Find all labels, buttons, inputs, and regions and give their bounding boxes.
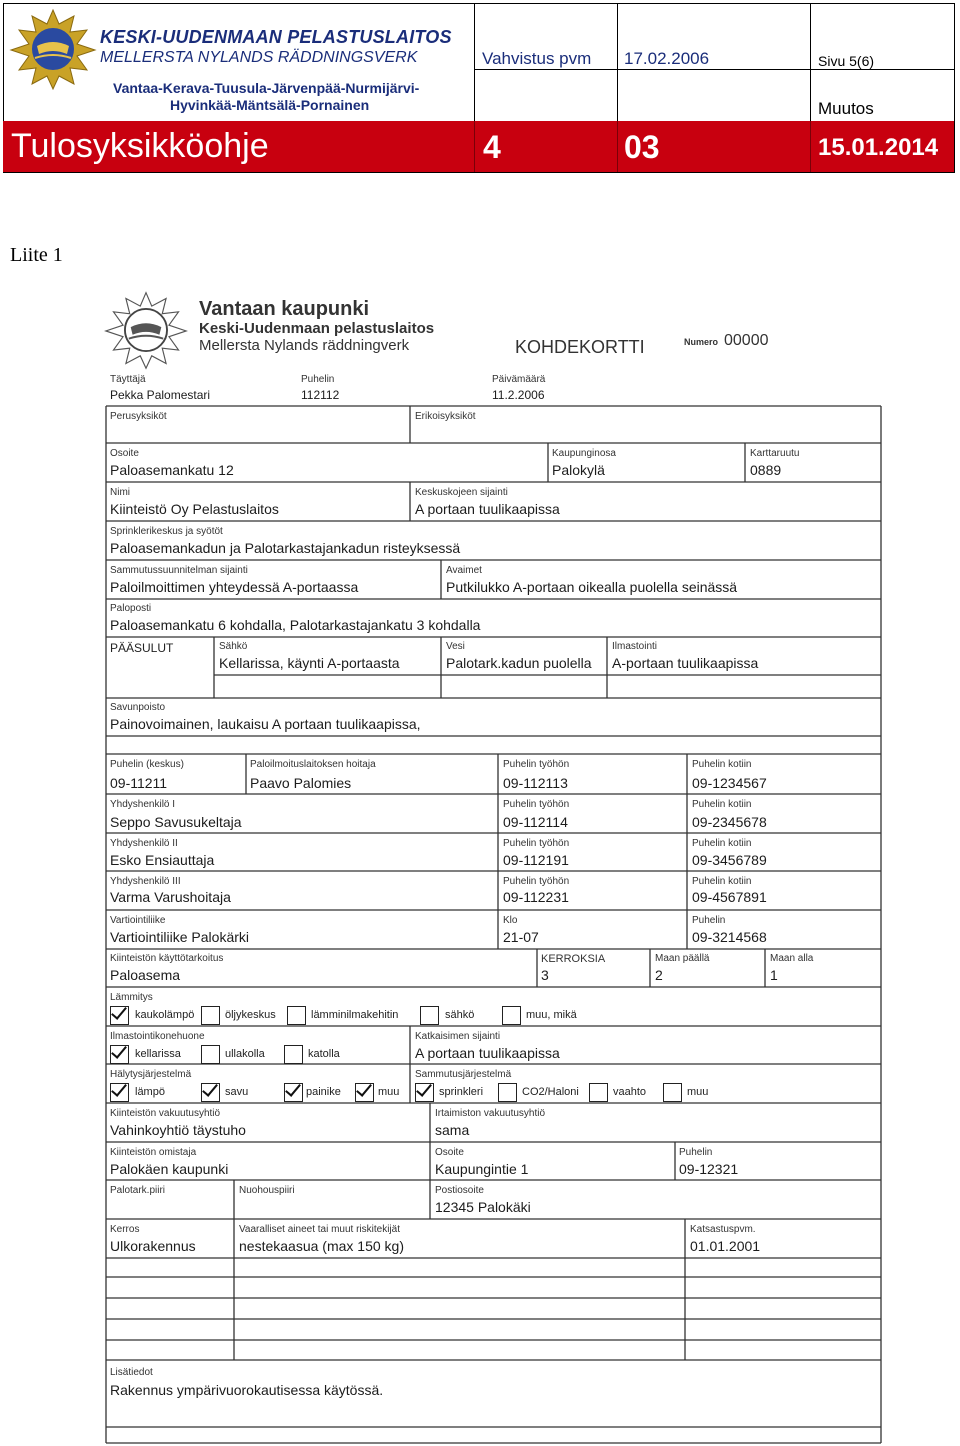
contact-2-work-value: 09-112191 (503, 852, 569, 868)
contact-3-work-value: 09-112231 (503, 889, 569, 905)
ilmkonehuone-option-label-1: ullakolla (225, 1048, 265, 1060)
plan-location-label: Sammutussuunnitelman sijainti (110, 565, 248, 576)
owner-phone-value: 09-12321 (679, 1161, 739, 1177)
below-ground-value: 1 (770, 967, 778, 983)
additional-info-label: Lisätiedot (110, 1367, 153, 1378)
contact-2-work-label: Puhelin työhön (503, 838, 570, 849)
inspection-date-value: 01.01.2001 (690, 1238, 761, 1254)
contact-1-value: Seppo Savusukeltaja (110, 814, 242, 830)
page-number: Sivu 5(6) (818, 53, 875, 69)
sprinkler-value: Paloasemankadun ja Palotarkastajankadun risteyksessä (110, 540, 461, 556)
contact-3-home-value: 09-4567891 (692, 889, 767, 905)
ventilation-value: A-portaan tuulikaapissa (612, 655, 759, 671)
region-line-1: Vantaa-Kerava-Tuusula-Järvenpää-Nurmijärvi- (113, 80, 420, 96)
lammitys-checkbox-0[interactable] (110, 1006, 129, 1025)
postal-value: 12345 Palokäki (435, 1199, 531, 1215)
water-value: Palotark.kadun puolella (446, 655, 592, 671)
filler-phone-value: 112112 (301, 388, 340, 402)
security-company-label: Vartiointiliike (110, 915, 166, 926)
ventilation-label: Ilmastointi (612, 641, 658, 652)
contents-insurance-value: sama (435, 1122, 470, 1138)
date-label: Päivämäärä (492, 374, 546, 385)
contact-1-work-label: Puhelin työhön (503, 799, 570, 810)
above-ground-label: Maan päällä (655, 953, 710, 964)
extinguish-system-label: Sammutusjärjestelmä (415, 1069, 512, 1080)
lammitys-checkbox-2[interactable] (287, 1006, 306, 1025)
central-phone-value: 09-11211 (110, 775, 168, 791)
sammjarj-checkbox-0[interactable] (415, 1083, 434, 1102)
security-phone-label: Puhelin (692, 915, 726, 926)
vent-room-label: Ilmastointikonehuone (110, 1031, 205, 1042)
owner-label: Kiinteistön omistaja (110, 1147, 197, 1158)
lammitys-option-label-0: kaukolämpö (135, 1009, 195, 1021)
security-phone-value: 09-3214568 (692, 929, 767, 945)
halytys-checkbox-2[interactable] (284, 1083, 303, 1102)
switchboard-label: Keskuskojeen sijainti (415, 487, 508, 498)
smoke-extraction-value: Painovoimainen, laukaisu A portaan tuulikaapissa, (110, 716, 421, 732)
form-grid (100, 285, 890, 1445)
card-title: KOHDEKORTTI (515, 337, 645, 357)
plan-location-value: Paloilmoittimen yhteydessä A-portaassa (110, 579, 359, 595)
usage-value: Paloasema (110, 967, 181, 983)
halytys-option-label-1: savu (225, 1086, 249, 1098)
numero-value: 00000 (724, 332, 769, 349)
sammjarj-checkbox-3[interactable] (663, 1083, 682, 1102)
ilmkonehuone-checkbox-1[interactable] (201, 1045, 220, 1064)
target-card-form (100, 285, 890, 1445)
contact-1-home-value: 09-2345678 (692, 814, 767, 830)
contact-2-label: Yhdyshenkilö II (110, 838, 178, 849)
inspection-district-label: Palotark.piiri (110, 1185, 166, 1196)
additional-info-value: Rakennus ympärivuorokautisessa käytössä. (110, 1382, 384, 1398)
doc-number-2: 03 (624, 129, 660, 165)
electricity-value: Kellarissa, käynti A-portaasta (219, 655, 400, 671)
halytys-checkbox-3[interactable] (355, 1083, 374, 1102)
ilmkonehuone-option-label-0: kellarissa (135, 1048, 181, 1060)
halytys-checkbox-1[interactable] (201, 1083, 220, 1102)
halytys-option-label-3: muu (378, 1086, 400, 1098)
muutos-label: Muutos (818, 99, 874, 118)
breaker-value: A portaan tuulikaapissa (415, 1045, 560, 1061)
water-label: Vesi (446, 641, 465, 652)
org-name-fi: KESKI-UUDENMAAN PELASTUSLAITOS (100, 27, 452, 47)
halytys-option-label-2: painike (306, 1086, 341, 1098)
lammitys-option-label-3: sähkö (445, 1009, 475, 1021)
owner-address-label: Osoite (435, 1147, 464, 1158)
chimney-district-label: Nuohouspiiri (239, 1185, 295, 1196)
breaker-label: Katkaisimen sijainti (415, 1031, 501, 1042)
above-ground-value: 2 (655, 967, 663, 983)
lammitys-checkbox-4[interactable] (502, 1006, 521, 1025)
muutos-date: 15.01.2014 (818, 134, 939, 161)
owner-phone-label: Puhelin (679, 1147, 713, 1158)
heating-label: Lämmitys (110, 992, 153, 1003)
name-value: Kiinteistö Oy Pelastuslaitos (110, 501, 279, 517)
ilmkonehuone-option-label-2: katolla (308, 1048, 340, 1060)
contact-3-work-label: Puhelin työhön (503, 876, 570, 887)
lammitys-option-label-4: muu, mikä (526, 1009, 577, 1021)
postal-label: Postiosoite (435, 1185, 484, 1196)
map-grid-label: Karttaruutu (750, 448, 800, 459)
doc-title: Tulosyksikköohje (11, 127, 269, 165)
document-header (3, 3, 955, 174)
below-ground-label: Maan alla (770, 953, 814, 964)
contents-insurance-label: Irtaimiston vakuutusyhtiö (435, 1108, 546, 1119)
contact-3-value: Varma Varushoitaja (110, 889, 231, 905)
main-shutoffs-label: PÄÄSULUT (110, 641, 174, 655)
keys-value: Putkilukko A-portaan oikealla puolella seinässä (446, 579, 738, 595)
inspection-date-label: Katsastuspvm. (690, 1224, 756, 1235)
address-label: Osoite (110, 448, 139, 459)
insurance-label: Kiinteistön vakuutusyhtiö (110, 1108, 221, 1119)
base-units-label: Perusyksiköt (110, 411, 167, 422)
address-value: Paloasemankatu 12 (110, 462, 234, 478)
smoke-extraction-label: Savunpoisto (110, 702, 166, 713)
contact-1-work-value: 09-112114 (503, 814, 568, 830)
card-org-1: Vantaan kaupunki (199, 298, 370, 320)
map-grid-value: 0889 (750, 462, 782, 478)
contact-2-value: Esko Ensiauttaja (110, 852, 215, 868)
alarm-system-label: Hälytysjärjestelmä (110, 1069, 192, 1080)
alarm-keeper-value: Paavo Palomies (250, 775, 352, 791)
owner-value: Palokäen kaupunki (110, 1161, 229, 1177)
central-phone-label: Puhelin (keskus) (110, 759, 184, 770)
keeper-home-phone-label: Puhelin kotiin (692, 759, 752, 770)
doc-number-1: 4 (483, 129, 501, 165)
floor-value: Ulkorakennus (110, 1238, 196, 1254)
sammjarj-checkbox-1[interactable] (498, 1083, 517, 1102)
floors-label: KERROKSIA (541, 953, 606, 965)
sammjarj-option-label-3: muu (687, 1086, 709, 1098)
hazards-label: Vaaralliset aineet tai muut riskitekijät (239, 1224, 400, 1235)
keeper-work-phone-value: 09-112113 (503, 775, 568, 791)
hazards-value: nestekaasua (max 150 kg) (239, 1238, 404, 1254)
name-label: Nimi (110, 487, 130, 498)
floor-label: Kerros (110, 1224, 140, 1235)
keeper-home-phone-value: 09-1234567 (692, 775, 767, 791)
contact-1-label: Yhdyshenkilö I (110, 799, 176, 810)
card-org-3: Mellersta Nylands räddningverk (199, 337, 410, 354)
security-company-value: Vartiointiliike Palokärki (110, 929, 250, 945)
halytys-checkbox-0[interactable] (110, 1083, 129, 1102)
keeper-work-phone-label: Puhelin työhön (503, 759, 570, 770)
numero-label: Numero (684, 337, 719, 347)
date-value: 11.2.2006 (492, 388, 545, 402)
sammjarj-option-label-0: sprinkleri (439, 1086, 484, 1098)
switchboard-value: A portaan tuulikaapissa (415, 501, 560, 517)
contact-3-label: Yhdyshenkilö III (110, 876, 181, 887)
owner-address-value: Kaupungintie 1 (435, 1161, 529, 1177)
district-label: Kaupunginosa (552, 448, 616, 459)
vahvistus-date: 17.02.2006 (624, 49, 710, 68)
contact-3-home-label: Puhelin kotiin (692, 876, 752, 887)
filler-phone-label: Puhelin (301, 374, 335, 385)
hours-label: Klo (503, 915, 518, 926)
vahvistus-label: Vahvistus pvm (482, 49, 592, 68)
lammitys-checkbox-3[interactable] (420, 1006, 439, 1025)
sammjarj-checkbox-2[interactable] (589, 1083, 608, 1102)
fire-department-emblem-icon (7, 8, 99, 90)
sammjarj-option-label-2: vaahto (613, 1086, 647, 1098)
region-line-2: Hyvinkää-Mäntsälä-Pornainen (170, 97, 370, 113)
org-name-sv: MELLERSTA NYLANDS RÄDDNINGSVERK (100, 49, 418, 66)
lammitys-option-label-2: lämminilmakehitin (311, 1009, 399, 1021)
ilmkonehuone-checkbox-2[interactable] (284, 1045, 303, 1064)
card-org-2: Keski-Uudenmaan pelastuslaitos (199, 320, 435, 337)
sprinkler-label: Sprinklerikeskus ja syötöt (110, 526, 223, 537)
ilmkonehuone-checkbox-0[interactable] (110, 1045, 129, 1064)
sammjarj-option-label-1: CO2/Haloni (522, 1086, 579, 1098)
usage-label: Kiinteistön käyttötarkoitus (110, 953, 224, 964)
hours-value: 21-07 (503, 929, 539, 945)
filler-label: Täyttäjä (110, 374, 146, 385)
hydrant-label: Paloposti (110, 603, 152, 614)
keys-label: Avaimet (446, 565, 482, 576)
contact-2-home-label: Puhelin kotiin (692, 838, 752, 849)
hydrant-value: Paloasemankatu 6 kohdalla, Palotarkastajankatu 3 kohdalla (110, 617, 481, 633)
filler-value: Pekka Palomestari (110, 388, 211, 402)
contact-1-home-label: Puhelin kotiin (692, 799, 752, 810)
district-value: Palokylä (552, 462, 605, 478)
special-units-label: Erikoisyksiköt (415, 411, 476, 422)
contact-2-home-value: 09-3456789 (692, 852, 767, 868)
floors-value: 3 (541, 967, 549, 983)
appendix-label: Liite 1 (10, 244, 63, 266)
alarm-keeper-label: Paloilmoituslaitoksen hoitaja (250, 759, 376, 770)
lammitys-option-label-1: öljykeskus (225, 1009, 276, 1021)
lammitys-checkbox-1[interactable] (201, 1006, 220, 1025)
electricity-label: Sähkö (219, 641, 248, 652)
insurance-value: Vahinkoyhtiö täystuho (110, 1122, 246, 1138)
halytys-option-label-0: lämpö (135, 1086, 165, 1098)
